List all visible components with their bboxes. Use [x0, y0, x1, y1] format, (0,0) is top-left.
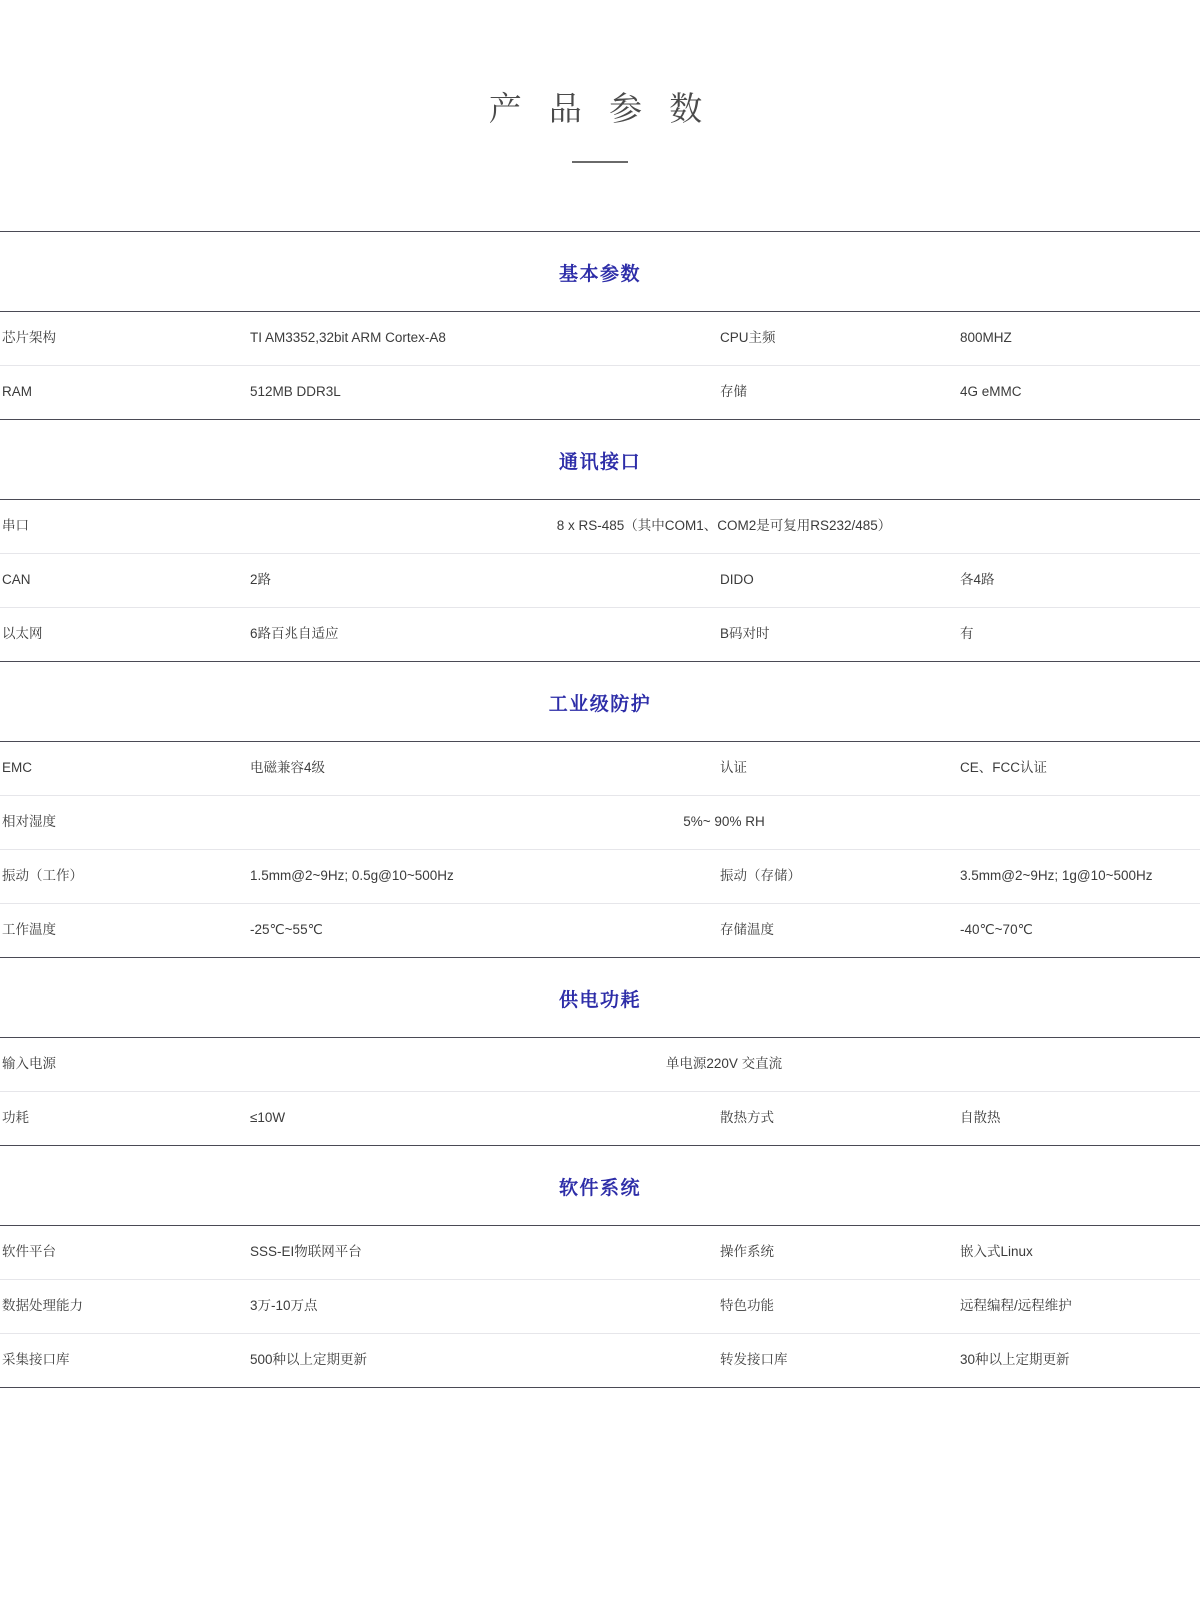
- row-value-secondary: 有: [960, 626, 974, 642]
- row-label-secondary: 散热方式: [720, 1110, 774, 1126]
- specification-table: [0, 231, 1200, 1388]
- row-label: 输入电源: [2, 1056, 56, 1072]
- row-label-secondary: B码对时: [720, 626, 770, 642]
- table-row: [0, 500, 1200, 554]
- row-value: 500种以上定期更新: [250, 1352, 368, 1368]
- row-value-merged: 5%~ 90% RH: [683, 814, 765, 830]
- row-label-secondary: 振动（存储）: [720, 868, 801, 884]
- row-label: 振动（工作）: [2, 868, 83, 884]
- row-label: 功耗: [2, 1110, 29, 1126]
- document-header: [0, 0, 1200, 163]
- row-label-secondary: DIDO: [720, 572, 754, 588]
- section-heading: 通讯接口: [0, 420, 1200, 500]
- row-value: -25℃~55℃: [250, 922, 323, 938]
- table-row: [0, 796, 1200, 850]
- row-value: 2路: [250, 572, 272, 588]
- row-label: 软件平台: [2, 1244, 56, 1260]
- table-row: [0, 1280, 1200, 1334]
- row-value: 512MB DDR3L: [250, 384, 341, 400]
- row-value-merged: 8 x RS-485（其中COM1、COM2是可复用RS232/485）: [556, 518, 892, 534]
- table-row: [0, 904, 1200, 958]
- row-value: 电磁兼容4级: [250, 760, 326, 776]
- row-value: 1.5mm@2~9Hz; 0.5g@10~500Hz: [250, 868, 454, 884]
- row-value: ≤10W: [250, 1110, 286, 1126]
- bottom-spacer: [0, 1388, 1200, 1484]
- table-row: [0, 1334, 1200, 1388]
- row-value: 6路百兆自适应: [250, 626, 339, 642]
- row-value-secondary: 远程编程/远程维护: [960, 1298, 1072, 1314]
- row-label-secondary: 存储: [720, 384, 747, 400]
- row-value-secondary: 800MHZ: [960, 330, 1012, 346]
- section-heading: 软件系统: [0, 1146, 1200, 1226]
- row-value-secondary: 30种以上定期更新: [960, 1352, 1070, 1368]
- row-value: TI AM3352,32bit ARM Cortex-A8: [250, 330, 446, 346]
- row-value-secondary: 3.5mm@2~9Hz; 1g@10~500Hz: [960, 868, 1153, 884]
- row-label: 芯片架构: [2, 330, 56, 346]
- row-value-secondary: 各4路: [960, 572, 995, 588]
- table-row: [0, 850, 1200, 904]
- row-label-secondary: 认证: [720, 760, 747, 776]
- row-label-secondary: 特色功能: [720, 1298, 774, 1314]
- row-value: SSS-EI物联网平台: [250, 1244, 362, 1260]
- table-row: [0, 554, 1200, 608]
- table-row: [0, 366, 1200, 420]
- table-row: [0, 312, 1200, 366]
- row-label: 以太网: [2, 626, 43, 642]
- page-title: 产 品 参 数: [488, 90, 712, 127]
- row-value-secondary: 4G eMMC: [960, 384, 1022, 400]
- row-label-secondary: 存储温度: [720, 922, 774, 938]
- row-label: 数据处理能力: [2, 1298, 83, 1314]
- table-row: [0, 1038, 1200, 1092]
- table-row: [0, 1092, 1200, 1146]
- table-row: [0, 742, 1200, 796]
- table-row: [0, 608, 1200, 662]
- row-value-secondary: -40℃~70℃: [960, 922, 1033, 938]
- row-label: EMC: [2, 760, 32, 776]
- row-label-secondary: 转发接口库: [720, 1352, 788, 1368]
- row-label-secondary: CPU主频: [720, 330, 776, 346]
- row-label: 相对湿度: [2, 814, 56, 830]
- row-value-secondary: CE、FCC认证: [960, 760, 1047, 776]
- row-value-secondary: 自散热: [960, 1110, 1001, 1126]
- section-heading: 基本参数: [0, 232, 1200, 312]
- row-label: CAN: [2, 572, 31, 588]
- row-value-secondary: 嵌入式Linux: [960, 1244, 1033, 1260]
- title-underline-rule: [572, 161, 628, 163]
- table-row: [0, 1226, 1200, 1280]
- row-label-secondary: 操作系统: [720, 1244, 774, 1260]
- section-heading: 供电功耗: [0, 958, 1200, 1038]
- row-label: RAM: [2, 384, 32, 400]
- row-value: 3万-10万点: [250, 1298, 318, 1314]
- row-label: 采集接口库: [2, 1352, 70, 1368]
- section-heading: 工业级防护: [0, 662, 1200, 742]
- row-label: 串口: [2, 518, 29, 534]
- row-label: 工作温度: [2, 922, 56, 938]
- row-value-merged: 单电源220V 交直流: [665, 1056, 783, 1072]
